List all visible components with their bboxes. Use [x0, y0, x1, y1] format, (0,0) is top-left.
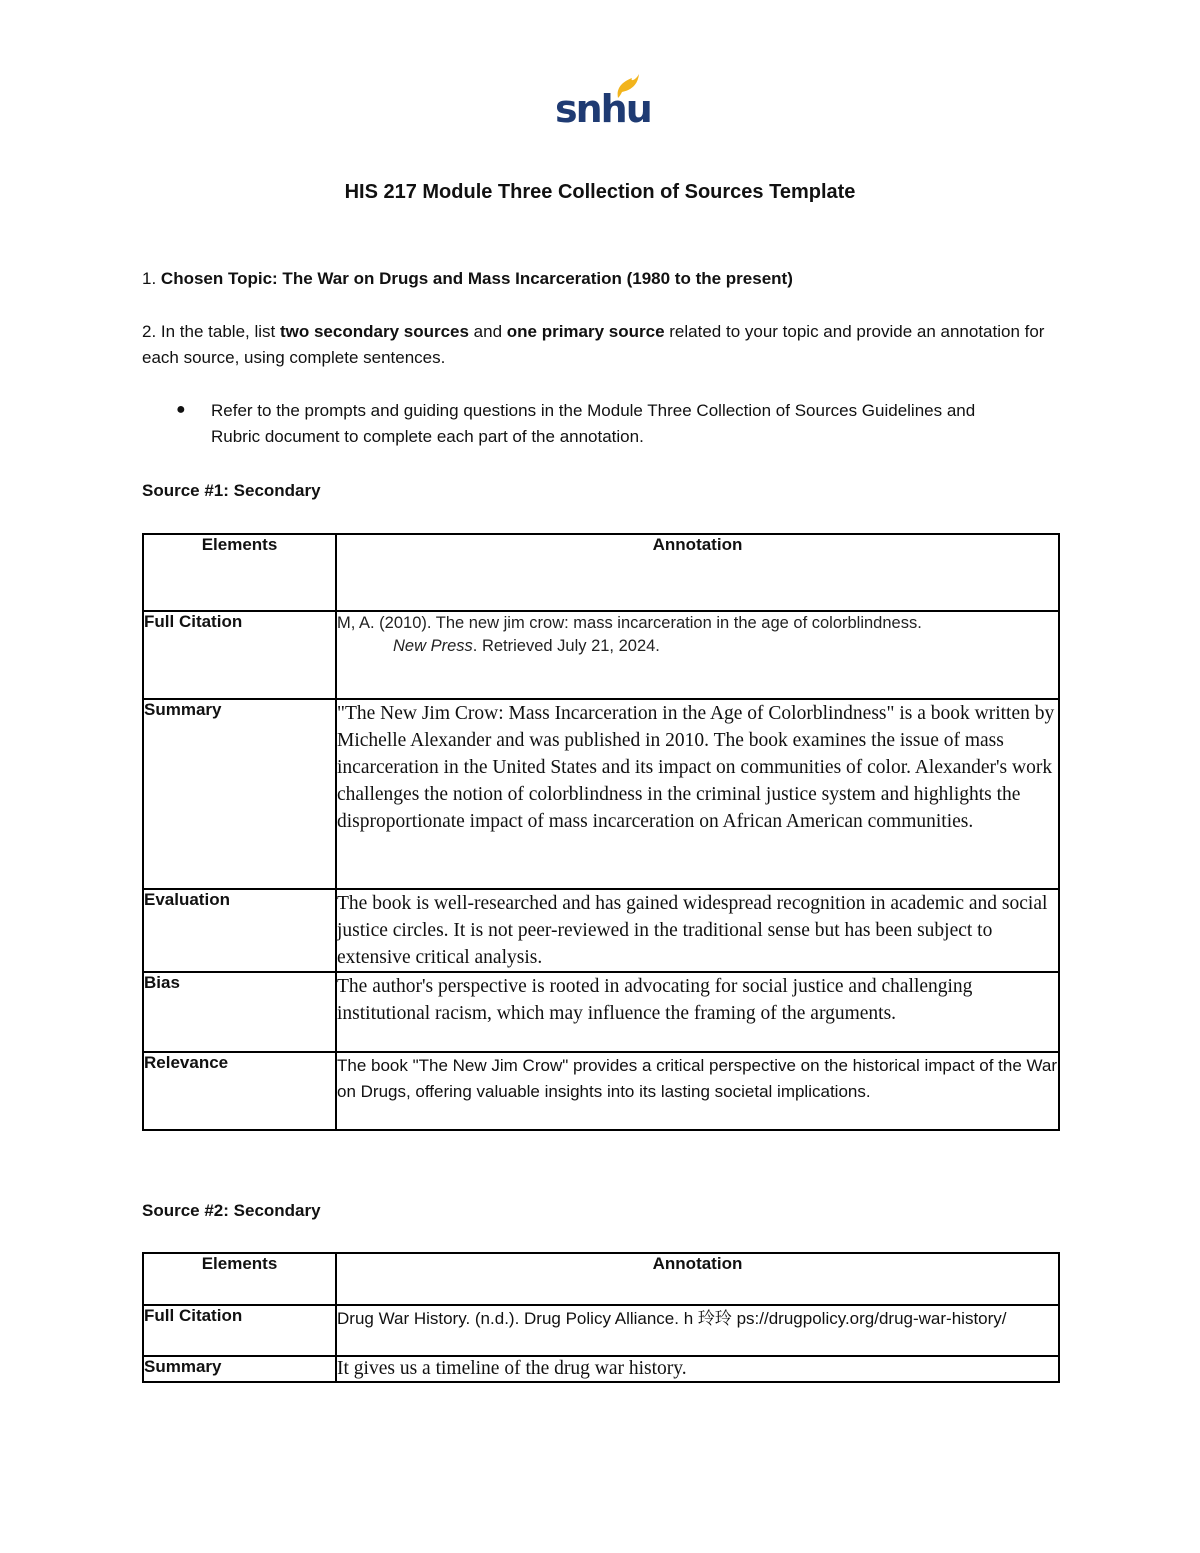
instr-number: 2. — [142, 322, 157, 341]
instr-text: and — [468, 322, 507, 341]
instr-bold-primary: one primary source — [506, 322, 665, 341]
instr-text: related to your topic and provide an annotation for each source, using complete sentences. — [142, 322, 1045, 367]
bullet-icon: ● — [176, 401, 186, 418]
col-header-elements: Elements — [143, 1253, 336, 1305]
table-header-row — [143, 534, 1059, 611]
col-header-annotation: Annotation — [336, 1253, 1059, 1305]
evaluation-cell: The book is well-researched and has gained widespread recognition in academic and social justice circles. It is not peer-reviewed in the traditional sense but has been subject to extensive critical analysis. — [336, 889, 1059, 972]
source1-table — [142, 533, 1060, 1131]
row-label-bias: Bias — [143, 972, 336, 1052]
citation-retrieved: . Retrieved July 21, 2024. — [472, 637, 660, 655]
relevance-cell: The book "The New Jim Crow" provides a critical perspective on the historical impact of the War on Drugs, offering valuable insights into its lasting societal implications. — [336, 1052, 1059, 1130]
table-row — [143, 1356, 1059, 1382]
instr-bold-secondary: two secondary sources — [279, 322, 469, 341]
bullet-text: Refer to the prompts and guiding questions in the Module Three Collection of Sources Guidelines and Rubric document to complete each part of the annotation. — [211, 401, 976, 446]
instruction-paragraph — [142, 319, 1062, 371]
col-header-elements: Elements — [143, 534, 336, 611]
table-row — [143, 1052, 1059, 1130]
citation-cell — [336, 611, 1059, 699]
bias-cell: The author's perspective is rooted in advocating for social justice and challenging institutional racism, which may influence the framing of the arguments. — [336, 972, 1059, 1052]
logo-wordmark: snhu — [555, 87, 651, 131]
chosen-topic — [142, 266, 1062, 292]
table-row — [143, 972, 1059, 1052]
page-title: HIS 217 Module Three Collection of Sources Template — [344, 181, 856, 203]
summary-cell: It gives us a timeline of the drug war history. — [336, 1356, 1059, 1382]
row-label-citation: Full Citation — [143, 611, 336, 699]
citation-cell: Drug War History. (n.d.). Drug Policy Alliance. h 玲玲 ps://drugpolicy.org/drug-war-history/ — [336, 1305, 1059, 1356]
citation-line1: M, A. (2010). The new jim crow: mass incarceration in the age of colorblindness. — [337, 614, 922, 632]
instr-text: In the table, list — [156, 322, 280, 341]
source1-label: Source #1: Secondary — [142, 481, 321, 500]
row-label-citation: Full Citation — [143, 1305, 336, 1356]
col-header-annotation: Annotation — [336, 534, 1059, 611]
row-label-relevance: Relevance — [143, 1052, 336, 1130]
table-header-row — [143, 1253, 1059, 1305]
topic-label: Chosen Topic: The War on Drugs and Mass Incarceration (1980 to the present) — [160, 269, 793, 288]
row-label-evaluation: Evaluation — [143, 889, 336, 972]
table-row — [143, 1305, 1059, 1356]
table-row — [143, 611, 1059, 699]
source2-table — [142, 1252, 1060, 1383]
table-row — [143, 699, 1059, 889]
row-label-summary: Summary — [143, 699, 336, 889]
row-label-summary: Summary — [143, 1356, 336, 1382]
citation-line2 — [337, 635, 1058, 658]
topic-number: 1. — [142, 269, 157, 288]
snhu-logo — [555, 72, 651, 134]
summary-cell: "The New Jim Crow: Mass Incarceration in the Age of Colorblindness" is a book written by Michelle Alexander and was published in 2010. The book examines the issue of mass incarceration in the United States and its impact on communities of color. Alexander's work challenges the notion of colorblindness in the criminal justice system and highlights the disproportionate impact of mass incarceration on African American communities. — [336, 699, 1059, 889]
source2-label: Source #2: Secondary — [142, 1201, 321, 1220]
citation-publisher: New Press — [393, 637, 473, 655]
table-row — [143, 889, 1059, 972]
